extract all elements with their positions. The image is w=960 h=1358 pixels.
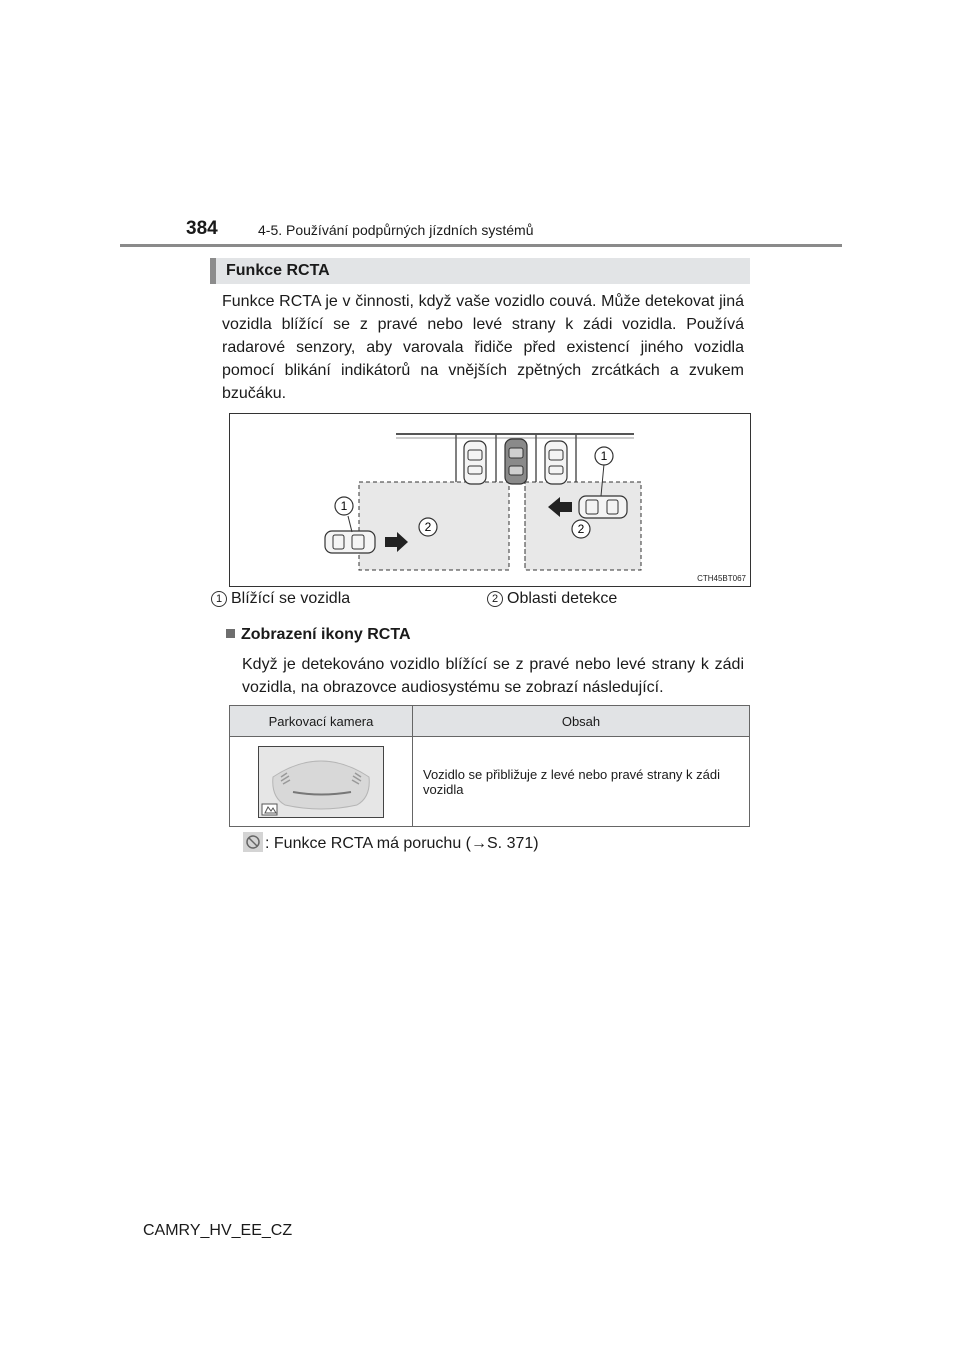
camera-screen-image [258, 746, 384, 818]
chapter-title: 4-5. Používání podpůrných jízdních systémů [258, 222, 534, 238]
intro-paragraph: Funkce RCTA je v činnosti, když vaše vozidlo couvá. Může detekovat jiná vozidla blížící se z pravé nebo levé strany k zádi vozidla. Používá radarové senzory, aby varovala řidiče před existencí jiného vozidla pomocí blikání indikátorů na vnějších zpětných zrcátkách a zvukem bzučáku. [222, 293, 744, 402]
header-divider [120, 244, 842, 247]
callout-1b: 1 [600, 449, 608, 463]
legend-item-2 [487, 590, 617, 608]
table-row [230, 737, 750, 827]
rcta-malfunction-icon [243, 832, 263, 852]
section-heading-bar [210, 258, 750, 284]
legend-label: Oblasti detekce [507, 590, 618, 607]
legend-number: 2 [487, 591, 503, 607]
section-accent [210, 258, 216, 284]
camera-screen-cell [230, 737, 413, 827]
table-header-camera: Parkovací kamera [230, 706, 413, 737]
callout-2a: 2 [424, 520, 432, 534]
figure-code: CTH45BT067 [697, 574, 746, 583]
rcta-icon-table [229, 705, 750, 827]
malfunction-text: : Funkce RCTA má poruchu (→S. 371) [265, 835, 539, 852]
subsection-heading [226, 626, 411, 644]
subsection-paragraph: Když je detekováno vozidlo blížící se z pravé nebo levé strany k zádi vozidla, na obrazovce audiosystému se zobrazí následující. [242, 656, 744, 696]
model-code: CAMRY_HV_EE_CZ [143, 1222, 293, 1239]
malfunction-note [243, 832, 539, 853]
table-header-content: Obsah [413, 706, 750, 737]
rcta-illustration [229, 413, 751, 587]
callout-2b: 2 [577, 522, 585, 536]
table-content-cell: Vozidlo se přibližuje z levé nebo pravé strany k zádi vozidla [413, 737, 750, 827]
rcta-screen-icon [259, 747, 383, 817]
section-title: Funkce RCTA [226, 262, 330, 279]
legend-number: 1 [211, 591, 227, 607]
legend-label: Blížící se vozidla [231, 590, 351, 607]
page-number: 384 [186, 218, 218, 239]
callout-1a: 1 [340, 499, 348, 513]
legend-item-1 [211, 590, 350, 608]
subsection-title: Zobrazení ikony RCTA [241, 626, 411, 643]
square-bullet-icon [226, 629, 235, 638]
rcta-diagram [230, 414, 750, 586]
